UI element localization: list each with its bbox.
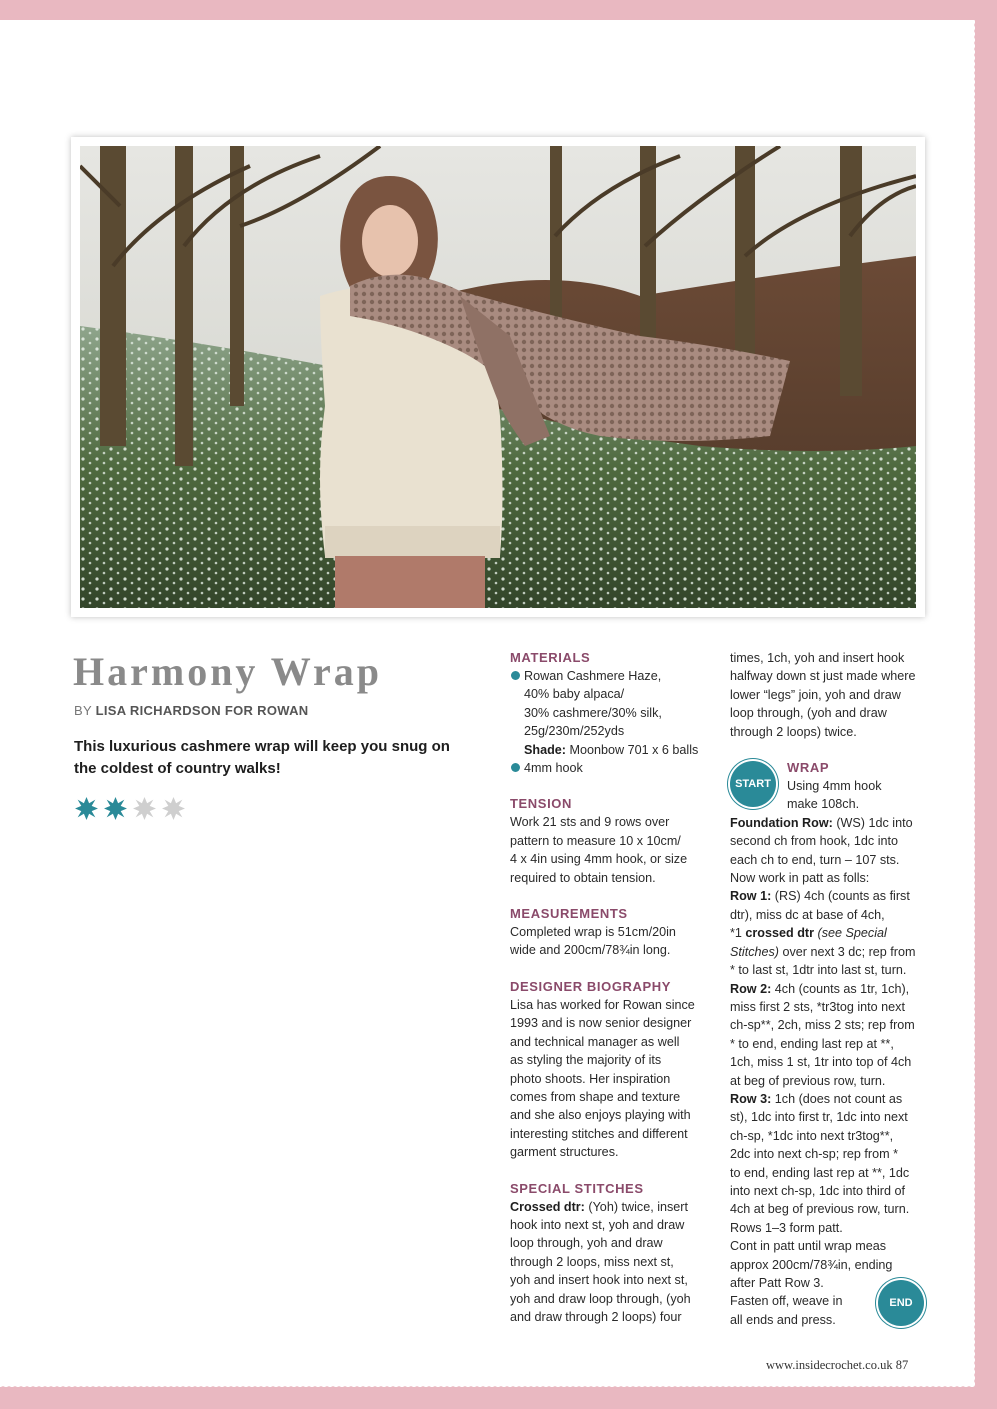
tension-heading: TENSION: [510, 796, 572, 812]
materials-yarn-line: 25g/230m/252yds: [524, 724, 625, 739]
biography-line: garment structures.: [510, 1145, 619, 1160]
photo-illustration: [80, 146, 916, 608]
special-stitches-line: yoh and insert hook into next st,: [510, 1273, 688, 1288]
rating-star-shape: [75, 797, 98, 820]
foundation-row-label: Foundation Row:: [730, 815, 833, 830]
row-1-italic: Stitches): [730, 944, 779, 959]
row-3-line: into next ch-sp, 1dc into third of: [730, 1183, 906, 1198]
foundation-row-line: Now work in patt as folls:: [730, 871, 870, 886]
row-3-label: Row 3:: [730, 1091, 772, 1106]
row-2-line: * to end, ending last rep at **,: [730, 1036, 894, 1051]
rating-star-icon: [103, 796, 128, 821]
row-3-line: st), 1dc into first tr, 1dc into next: [730, 1110, 908, 1125]
page-footer: [766, 1358, 908, 1373]
row-3-line: Cont in patt until wrap meas: [730, 1239, 887, 1254]
row-1-pre: *1: [730, 926, 746, 941]
page-border-bottom: [0, 1387, 997, 1409]
rating-star-shape: [133, 797, 156, 820]
row-3-text: 1ch (does not count as: [771, 1091, 903, 1106]
special-stitches-continued: times, 1ch, yoh and insert hook: [730, 651, 905, 665]
intro-text: This luxurious cashmere wrap will keep you snug on the coldest of country walks!: [74, 738, 450, 777]
biography-line: and technical manager as well: [510, 1034, 680, 1049]
materials-hook: 4mm hook: [510, 759, 715, 777]
footer-url: www.insidecrochet.co.uk: [766, 1358, 893, 1372]
biography-line: and she also enjoys playing with: [510, 1108, 691, 1123]
materials-yarn: Rowan Cashmere Haze,: [510, 667, 715, 685]
rating-star-icon: [132, 796, 157, 821]
foundation-row-line: second ch from hook, 1dc into: [730, 834, 899, 849]
rating-star-shape: [104, 797, 127, 820]
foundation-row-text: (WS) 1dc into: [832, 815, 913, 830]
wrap-line: make 108ch.: [787, 797, 860, 812]
byline-prefix: BY: [74, 703, 92, 718]
special-stitches-line: [510, 1198, 715, 1216]
tension-line: required to obtain tension.: [510, 870, 656, 885]
crossed-dtr-text: (Yoh) twice, insert: [584, 1199, 688, 1214]
rating-star-icon: [161, 796, 186, 821]
tension-line: 4 x 4in using 4mm hook, or size: [510, 852, 688, 867]
woman-in-woodland-wearing-wrap-photo: [80, 146, 916, 608]
foundation-row: [730, 814, 935, 832]
pattern-column-2: [730, 649, 935, 1329]
materials-yarn-line: 30% cashmere/30% silk,: [524, 705, 662, 720]
wrap-line: Using 4mm hook: [787, 779, 882, 794]
special-stitches-continued: through 2 loops) twice.: [730, 724, 857, 739]
tension-line: Work 21 sts and 9 rows over: [510, 815, 670, 830]
row-1-label: Row 1:: [730, 889, 772, 904]
special-stitches-line: loop through, yoh and draw: [510, 1236, 663, 1251]
special-stitches-line: and draw through 2 loops) four: [510, 1309, 682, 1324]
byline: [74, 703, 309, 718]
wrap-section-header: [730, 759, 935, 814]
row-2-label: Row 2:: [730, 981, 772, 996]
page-border-right: [975, 0, 997, 1409]
byline-author: LISA RICHARDSON FOR ROWAN: [95, 703, 309, 718]
page-border-scallop-bottom: [0, 1383, 975, 1389]
row-3: [730, 1090, 935, 1108]
biography-line: as styling the majority of its: [510, 1053, 662, 1068]
biography-line: Lisa has worked for Rowan since: [510, 997, 695, 1012]
row-1-line: [730, 943, 935, 961]
measurements-line: wide and 200cm/78¾in long.: [510, 943, 671, 958]
row-1-line: * to last st, 1dtr into last st, turn.: [730, 963, 907, 978]
row-3-line: to end, ending last rep at **, 1dc: [730, 1165, 910, 1180]
biography-line: interesting stitches and different: [510, 1126, 688, 1141]
special-stitches-continued: halfway down st just made where: [730, 669, 916, 684]
rating-star-shape: [162, 797, 185, 820]
difficulty-rating: [74, 796, 186, 821]
row-3-line: 2dc into next ch-sp; rep from *: [730, 1147, 898, 1162]
row-3-line: Fasten off, weave in: [730, 1294, 843, 1309]
row-2-text: 4ch (counts as 1tr, 1ch),: [771, 981, 910, 996]
row-2-line: at beg of previous row, turn.: [730, 1073, 886, 1088]
row-3-line: after Patt Row 3.: [730, 1276, 824, 1290]
page-border-scallop-top: [0, 16, 975, 22]
row-2: [730, 980, 935, 998]
wrap-heading: WRAP: [787, 760, 830, 776]
end-badge: END: [878, 1280, 924, 1326]
start-badge: START: [730, 761, 776, 807]
materials-shade-value: Moonbow 701 x 6 balls: [566, 742, 699, 757]
page-border-scallop-right: [971, 16, 977, 1391]
special-stitches-heading: SPECIAL STITCHES: [510, 1180, 644, 1196]
row-3-line: ch-sp, *1dc into next tr3tog**,: [730, 1128, 894, 1143]
materials-heading: MATERIALS: [510, 650, 591, 665]
row-2-line: miss first 2 sts, *tr3tog into next: [730, 999, 905, 1014]
row-1-after: over next 3 dc; rep from: [779, 944, 916, 959]
row-1-bold: crossed dtr: [745, 926, 814, 941]
photo-frame: [71, 137, 925, 617]
rating-star-icon: [74, 796, 99, 821]
row-2-line: 1ch, miss 1 st, 1tr into top of 4ch: [730, 1055, 912, 1070]
biography-line: comes from shape and texture: [510, 1089, 681, 1104]
row-1-italic: (see Special: [814, 926, 887, 941]
row-1-line: [730, 924, 935, 942]
biography-line: 1993 and is now senior designer: [510, 1016, 692, 1031]
foundation-row-line: each ch to end, turn – 107 sts.: [730, 852, 900, 867]
row-3-line: all ends and press.: [730, 1312, 836, 1327]
materials-shade: [510, 741, 715, 759]
row-1-line: dtr), miss dc at base of 4ch,: [730, 907, 885, 922]
special-stitches-continued: lower “legs” join, yoh and draw: [730, 687, 901, 702]
materials-shade-label: Shade:: [524, 742, 566, 757]
row-1-text: (RS) 4ch (counts as first: [771, 889, 910, 904]
crossed-dtr-label: Crossed dtr:: [510, 1199, 585, 1214]
measurements-heading: MEASUREMENTS: [510, 906, 628, 922]
materials-yarn-line: 40% baby alpaca/: [524, 687, 625, 702]
row-3-line: 4ch at beg of previous row, turn.: [730, 1202, 910, 1217]
page-number: 87: [895, 1358, 909, 1372]
page-title: Harmony Wrap: [73, 649, 382, 694]
row-3-line: approx 200cm/78¾in, ending: [730, 1257, 893, 1272]
tension-line: pattern to measure 10 x 10cm/: [510, 833, 681, 848]
biography-line: photo shoots. Her inspiration: [510, 1071, 671, 1086]
special-stitches-continued: loop through, (yoh and draw: [730, 706, 887, 721]
biography-heading: DESIGNER BIOGRAPHY: [510, 978, 672, 994]
special-stitches-line: yoh and draw loop through, (yoh: [510, 1291, 691, 1306]
special-stitches-line: through 2 loops, miss next st,: [510, 1254, 674, 1269]
row-3-line: Rows 1–3 form patt.: [730, 1220, 843, 1235]
row-1: [730, 887, 935, 905]
pattern-column-1: [510, 649, 715, 1326]
measurements-line: Completed wrap is 51cm/20in: [510, 925, 676, 940]
special-stitches-line: hook into next st, yoh and draw: [510, 1217, 685, 1232]
row-2-line: ch-sp**, 2ch, miss 2 sts; rep from: [730, 1018, 915, 1033]
